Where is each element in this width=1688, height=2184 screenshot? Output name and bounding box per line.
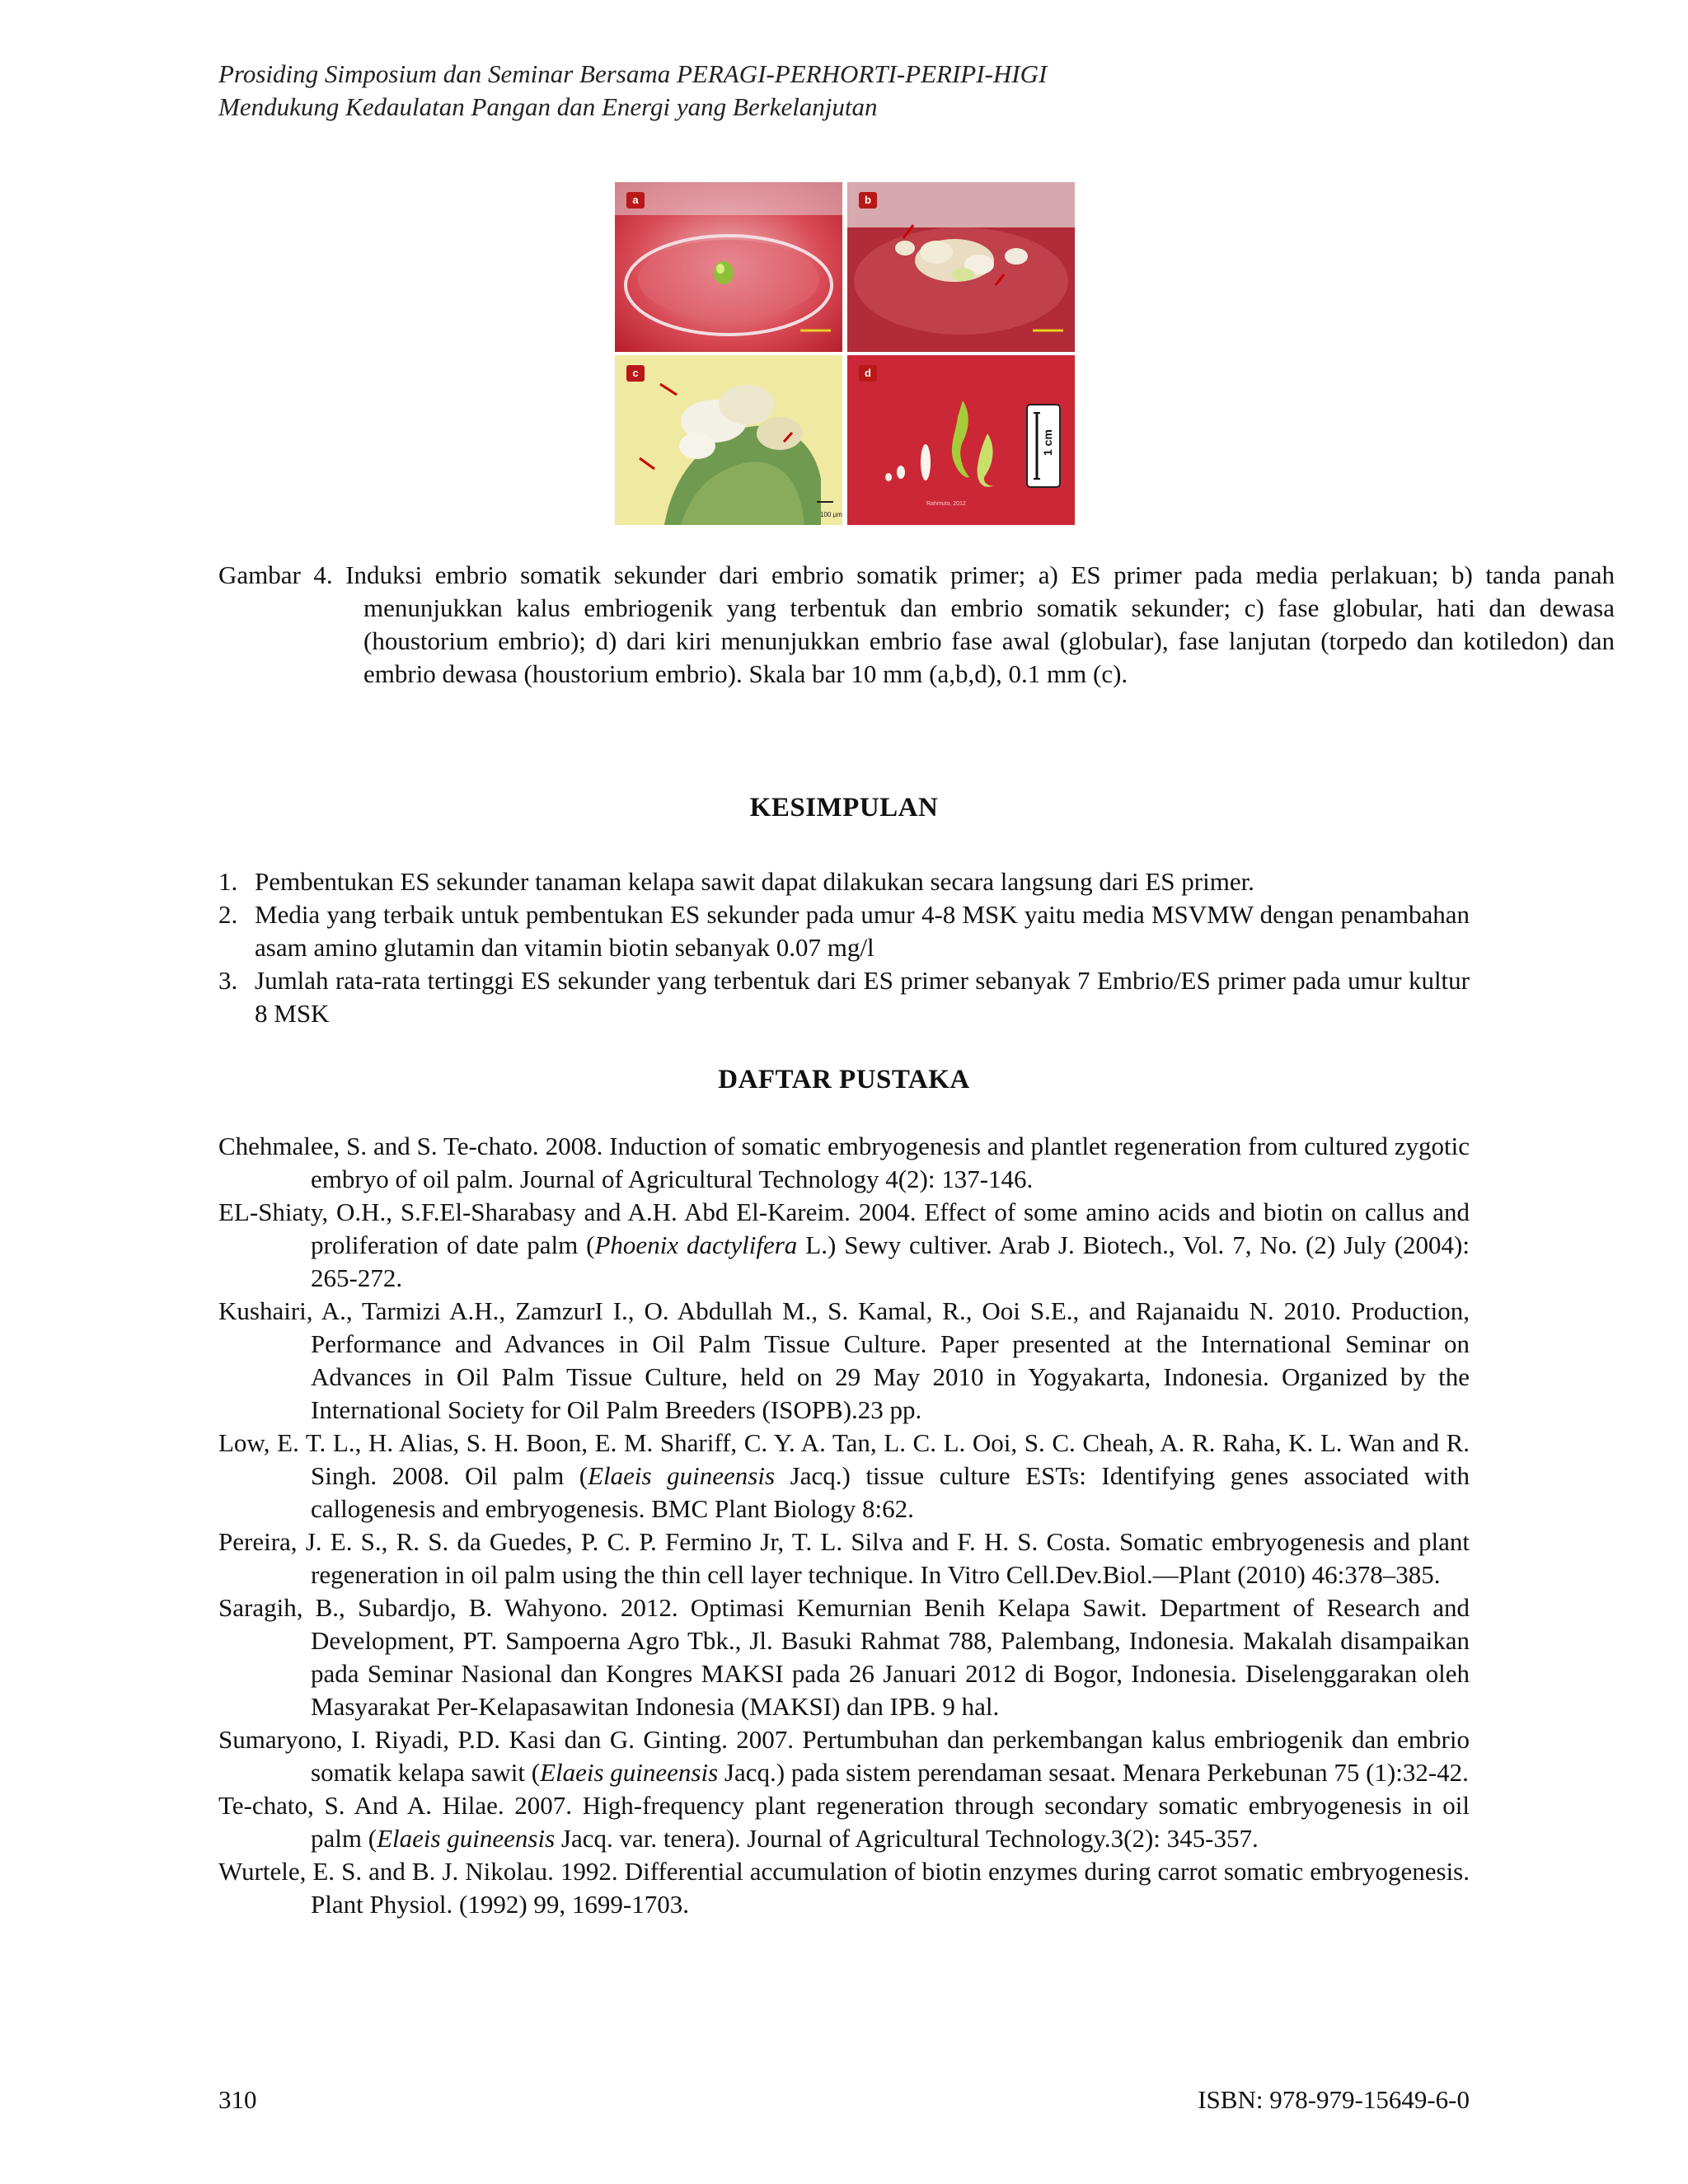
figure-panel-c <box>615 355 842 525</box>
reference-text: EL-Shiaty, O.H., S.F.El-Sharabasy and A.H. Abd El-Kareim. 2004. Effect of some amino acids and biotin on callus and proliferation of date palm ( <box>218 1197 1470 1259</box>
reference-list <box>218 1130 1470 1921</box>
list-number: 2. <box>218 900 238 929</box>
reference-species: Elaeis guineensis <box>540 1758 719 1787</box>
reference-species: Phoenix dactylifera <box>594 1230 798 1259</box>
reference-text: Te-chato, S. And A. Hilae. 2007. High-frequency plant regeneration through secondary somatic embryogenesis in oil palm ( <box>218 1791 1470 1853</box>
reference-text-tail: Jacq.) tissue culture ESTs: Identifying genes associated with callogenesis and embryogenesis. BMC Plant Biology 8:62. <box>311 1461 1470 1523</box>
reference-species: Elaeis guineensis <box>377 1824 556 1853</box>
scale-label-d: 1 cm <box>1041 429 1054 456</box>
panel-label-b: b <box>859 192 877 209</box>
isbn: ISBN: 978-979-15649-6-0 <box>1198 2085 1470 2114</box>
panel-label-c: c <box>626 365 645 382</box>
reference-item <box>218 1130 1470 1196</box>
section-heading-daftar-pustaka: DAFTAR PUSTAKA <box>718 1065 970 1094</box>
figure-caption <box>218 559 1615 691</box>
figure-panel-d <box>847 355 1075 525</box>
reference-text: Pereira, J. E. S., R. S. da Guedes, P. C. P. Fermino Jr, T. L. Silva and F. H. S. Costa. Somatic embryogenesis and plant regeneration in oil palm using the thin cell layer technique. In Vitro Cell.Dev.Biol.—Plant (2010) 46:378–385. <box>218 1527 1470 1589</box>
section-heading-kesimpulan: KESIMPULAN <box>749 793 939 823</box>
reference-item <box>218 1855 1470 1921</box>
reference-text-tail: Jacq. var. tenera). Journal of Agricultural Technology.3(2): 345-357. <box>555 1824 1259 1853</box>
list-text: Pembentukan ES sekunder tanaman kelapa sawit dapat dilakukan secara langsung dari ES primer. <box>255 867 1254 896</box>
panel-label-a: a <box>626 192 645 209</box>
list-number: 1. <box>218 867 238 896</box>
reference-text-tail: Jacq.) pada sistem perendaman sesaat. Menara Perkebunan 75 (1):32-42. <box>718 1758 1469 1787</box>
reference-text: Sumaryono, I. Riyadi, P.D. Kasi dan G. Ginting. 2007. Pertumbuhan dan perkembangan kalus embriogenik dan embrio somatik kelapa sawit ( <box>218 1725 1470 1787</box>
list-text: Media yang terbaik untuk pembentukan ES sekunder pada umur 4-8 MSK yaitu media MSVMW dengan penambahan asam amino glutamin dan vitamin biotin sebanyak 0.07 mg/l <box>255 900 1470 962</box>
header-line-2: Mendukung Kedaulatan Pangan dan Energi yang Berkelanjutan <box>218 92 878 121</box>
reference-species: Elaeis guineensis <box>588 1461 776 1490</box>
running-header <box>218 58 1047 124</box>
reference-item <box>218 1526 1470 1591</box>
scale-label-c: 100 µm <box>820 511 842 518</box>
figure-4 <box>615 182 1075 525</box>
list-text: Jumlah rata-rata tertinggi ES sekunder yang terbentuk dari ES primer sebanyak 7 Embrio/ES primer pada umur kultur 8 MSK <box>255 966 1470 1028</box>
caption-label: Gambar 4. <box>218 560 333 589</box>
conclusion-list <box>218 865 1470 1030</box>
figure-panel-a <box>615 182 842 352</box>
figure-panel-b <box>847 182 1075 352</box>
list-item <box>218 964 1470 1030</box>
panel-label-d: d <box>859 365 877 382</box>
reference-text: Kushairi, A., Tarmizi A.H., ZamzurI I., O. Abdullah M., S. Kamal, R., Ooi S.E., and Rajanaidu N. 2010. Production, Performance and Advances in Oil Palm Tissue Culture. Paper presented at the International Seminar on Advances in Oil Palm Tissue Culture, held on 29 May 2010 in Yogyakarta, Indonesia. Organized by the International Society for Oil Palm Breeders (ISOPB).23 pp. <box>218 1296 1470 1424</box>
reference-item <box>218 1196 1470 1295</box>
page-number: 310 <box>218 2085 257 2114</box>
reference-text: Low, E. T. L., H. Alias, S. H. Boon, E. M. Shariff, C. Y. A. Tan, L. C. L. Ooi, S. C. Cheah, A. R. Raha, K. L. Wan and R. Singh. 2008. Oil palm ( <box>218 1428 1470 1490</box>
list-item <box>218 865 1470 898</box>
list-item <box>218 898 1470 964</box>
reference-item <box>218 1427 1470 1526</box>
figure-credit: Rahmuto, 2012 <box>926 501 966 507</box>
list-number: 3. <box>218 966 238 995</box>
reference-text: Chehmalee, S. and S. Te-chato. 2008. Induction of somatic embryogenesis and plantlet regeneration from cultured zygotic embryo of oil palm. Journal of Agricultural Technology 4(2): 137-146. <box>218 1132 1470 1193</box>
reference-item <box>218 1295 1470 1427</box>
reference-item <box>218 1591 1470 1723</box>
reference-item <box>218 1789 1470 1855</box>
reference-text: Saragih, B., Subardjo, B. Wahyono. 2012. Optimasi Kemurnian Benih Kelapa Sawit. Department of Research and Development, PT. Sampoerna Agro Tbk., Jl. Basuki Rahmat 788, Palembang, Indonesia. Makalah disampaikan pada Seminar Nasional dan Kongres MAKSI pada 26 Januari 2012 di Bogor, Indonesia. Diselenggarakan oleh Masyarakat Per-Kelapasawitan Indonesia (MAKSI) dan IPB. 9 hal. <box>218 1593 1470 1721</box>
reference-text-tail: L.) Sewy cultiver. Arab J. Biotech., Vol. 7, No. (2) July (2004): 265-272. <box>311 1230 1470 1292</box>
reference-item <box>218 1723 1470 1789</box>
caption-text: Induksi embrio somatik sekunder dari embrio somatik primer; a) ES primer pada media perlakuan; b) tanda panah menunjukkan kalus embriogenik yang terbentuk dan embrio somatik sekunder; c) fase globular, hati dan dewasa (houstorium embrio); d) dari kiri menunjukkan embrio fase awal (globular), fase lanjutan (torpedo dan kotiledon) dan embrio dewasa (houstorium embrio). Skala bar 10 mm (a,b,d), 0.1 mm (c). <box>345 560 1615 688</box>
reference-text: Wurtele, E. S. and B. J. Nikolau. 1992. Differential accumulation of biotin enzymes during carrot somatic embryogenesis. Plant Physiol. (1992) 99, 1699-1703. <box>218 1857 1470 1919</box>
header-line-1: Prosiding Simposium dan Seminar Bersama PERAGI-PERHORTI-PERIPI-HIGI <box>218 59 1048 88</box>
